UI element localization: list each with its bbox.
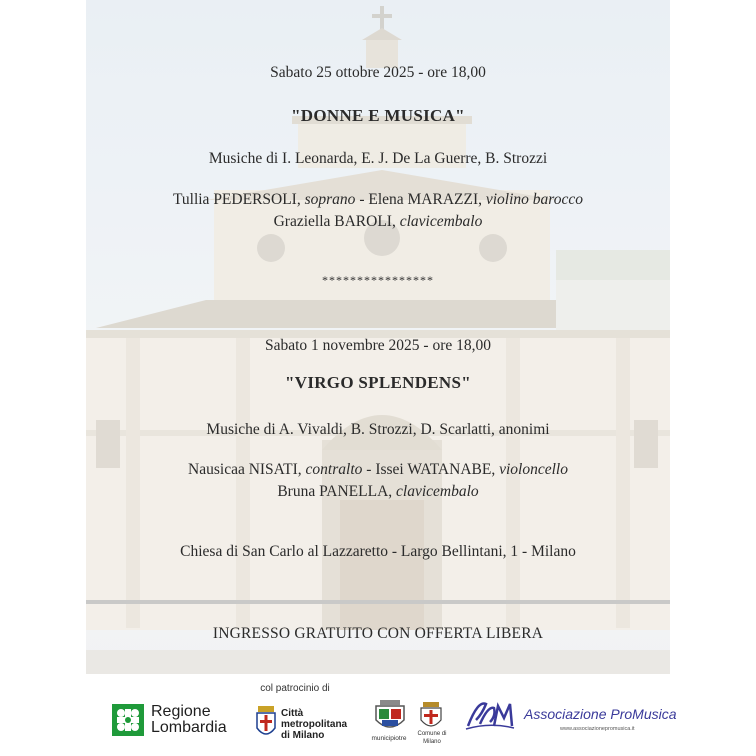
metro-line1: Città (281, 708, 304, 719)
performer-name: Bruna PANELLA, (277, 483, 393, 500)
performer-separator: - (359, 191, 365, 208)
citta-metropolitana-crest-icon (256, 706, 276, 740)
concert1-date: Sabato 25 ottobre 2025 - ore 18,00 (270, 64, 486, 81)
performer-role: violino barocco (485, 191, 584, 208)
concert1-title: "DONNE E MUSICA" (291, 106, 465, 125)
citta-metropolitana-text (281, 708, 347, 741)
comune-milano-text (410, 730, 454, 746)
performer-role: soprano (304, 191, 356, 208)
concert2-performers-line1 (86, 461, 670, 479)
performer-role: clavicembalo (396, 483, 479, 500)
apm-name: Associazione ProMusica (524, 706, 677, 722)
comune-line2: Milano (423, 739, 441, 745)
apm-logo-icon (464, 698, 516, 732)
admission: INGRESSO GRATUITO CON OFFERTA LIBERA (212, 625, 544, 642)
performer-role: violoncello (499, 461, 568, 478)
poster (86, 0, 670, 674)
lombardia-line2: Lombardia (151, 719, 227, 736)
metro-line3: di Milano (281, 730, 325, 741)
regione-lombardia-logo-icon (112, 704, 144, 736)
performer-name: Elena MARAZZI, (368, 191, 482, 208)
concert2-date: Sabato 1 novembre 2025 - ore 18,00 (265, 337, 491, 354)
performer-separator: - (366, 461, 372, 478)
concert2-performers-line2 (86, 483, 670, 501)
concert2-program: Musiche di A. Vivaldi, B. Strozzi, D. Scarlatti, anonimi (206, 421, 550, 438)
performer-role: clavicembalo (399, 213, 483, 230)
concert1-performers-line1 (86, 191, 670, 209)
performer-role: contralto (305, 461, 363, 478)
performer-name: Tullia PEDERSOLI, (172, 191, 301, 208)
comune-line1: Comune di (417, 731, 447, 737)
performer-name: Graziella BAROLI, (273, 213, 396, 230)
municipio-tre-text: municipiotre (371, 735, 407, 742)
concert2-title: "VIRGO SPLENDENS" (285, 373, 471, 392)
metro-line2: metropolitana (281, 719, 348, 730)
performer-name: Issei WATANABE, (375, 461, 496, 478)
comune-milano-crest-icon (420, 702, 442, 730)
lombardia-line1: Regione (151, 703, 211, 720)
regione-lombardia-logo-text (151, 704, 227, 736)
separator: **************** (322, 273, 434, 287)
apm-url: www.associazionepromusica.it (560, 726, 635, 732)
venue: Chiesa di San Carlo al Lazzaretto - Largo Bellintani, 1 - Milano (180, 543, 576, 560)
concert1-program: Musiche di I. Leonarda, E. J. De La Guerre, B. Strozzi (208, 150, 548, 167)
patronage-label: col patrocinio di (260, 683, 330, 694)
concert1-performers-line2 (86, 213, 670, 231)
municipio-tre-crest-icon (374, 700, 406, 734)
performer-name: Nausicaa NISATI, (188, 461, 302, 478)
